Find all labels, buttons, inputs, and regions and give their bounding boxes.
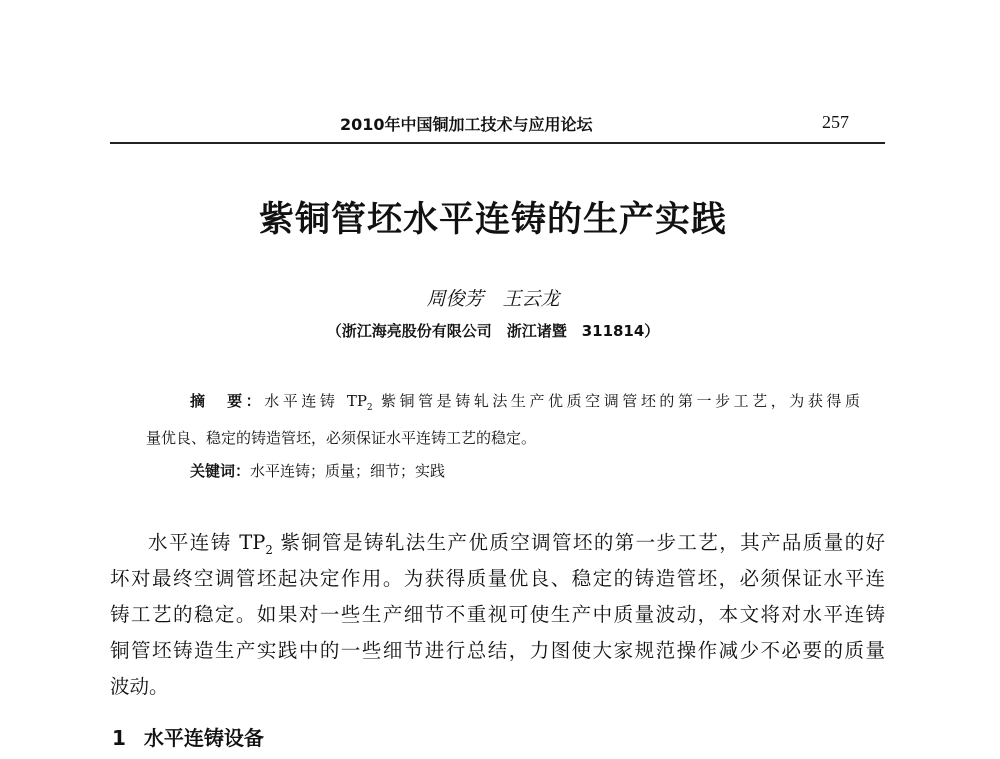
running-header-title: 2010年中国铜加工技术与应用论坛	[340, 115, 593, 134]
abstract-line-1	[190, 390, 860, 413]
body-line-1	[148, 527, 885, 557]
abstract-line-2: 量优良、稳定的铸造管坯，必须保证水平连铸工艺的稳定。	[146, 429, 537, 447]
keywords-label: 关键词：	[190, 462, 251, 480]
body-text: 水平连铸 TP	[148, 531, 266, 554]
body-line-5: 波动。	[110, 675, 169, 698]
section-number: 1	[112, 726, 126, 750]
page-number: 257	[822, 112, 849, 132]
abstract-text: 水平连铸 TP	[264, 392, 367, 410]
affiliation: （浙江海亮股份有限公司 浙江诸暨 311814）	[326, 322, 660, 340]
subscript: 2	[366, 403, 373, 413]
body-line-3: 铸工艺的稳定。如果对一些生产细节不重视可使生产中质量波动，本文将对水平连铸	[110, 603, 885, 626]
subscript: 2	[265, 542, 273, 557]
abstract-label: 摘 要：	[190, 392, 265, 410]
keywords-text: 水平连铸；质量；细节；实践	[250, 462, 446, 480]
header-rule	[110, 142, 885, 144]
keywords	[190, 460, 445, 481]
paper-title: 紫铜管坯水平连铸的生产实践	[258, 200, 727, 240]
section-heading	[112, 722, 282, 751]
authors: 周俊芳 王云龙	[426, 288, 560, 310]
abstract-text: 紫铜管是铸轧法生产优质空调管坯的第一步工艺，为获得质	[372, 392, 860, 410]
section-title: 水平连铸设备	[143, 726, 264, 750]
body-line-4: 铜管坯铸造生产实践中的一些细节进行总结，力图使大家规范操作减少不必要的质量	[110, 639, 885, 662]
body-line-2: 坏对最终空调管坯起决定作用。为获得质量优良、稳定的铸造管坯，必须保证水平连	[110, 567, 885, 590]
body-text: 紫铜管是铸轧法生产优质空调管坯的第一步工艺，其产品质量的好	[272, 531, 886, 554]
